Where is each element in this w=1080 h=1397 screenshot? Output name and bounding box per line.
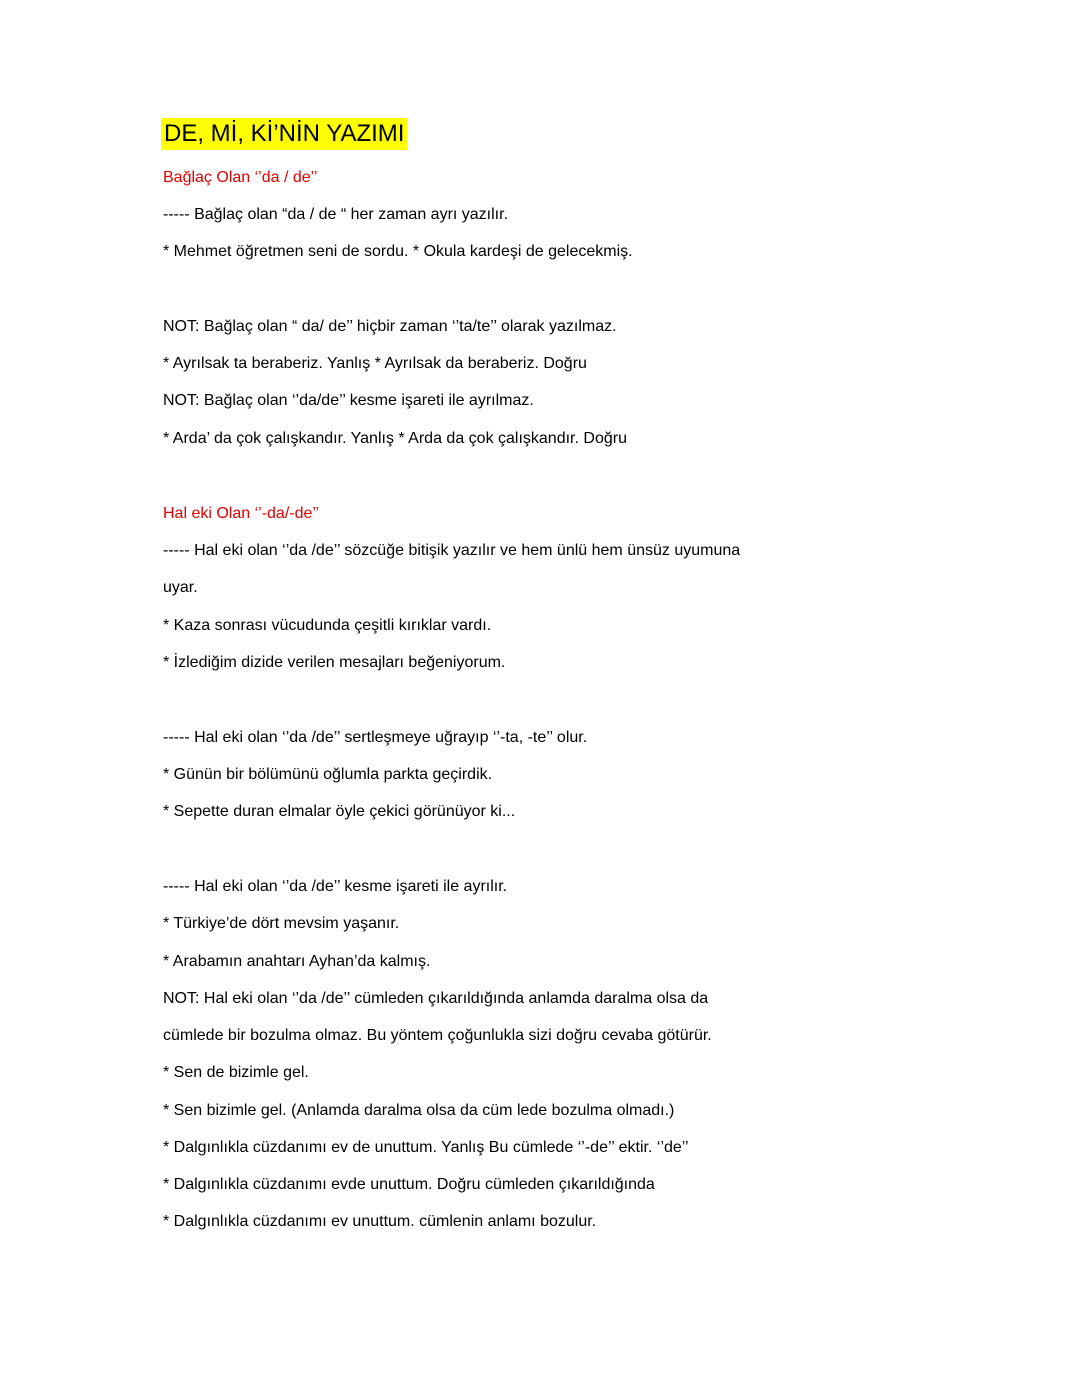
text-line: ----- Hal eki olan ‘’da /de’’ sözcüğe bitişik yazılır ve hem ünlü hem ünsüz uyumuna: [163, 542, 741, 559]
text-line: * Sepette duran elmalar öyle çekici görünüyor ki...: [163, 803, 516, 820]
text-line: * İzlediğim dizide verilen mesajları beğeniyorum.: [163, 654, 506, 671]
note-line: NOT: Bağlaç olan ‘’da/de’’ kesme işareti ile ayrılmaz.: [163, 392, 534, 409]
note-line: NOT: Bağlaç olan “ da/ de’’ hiçbir zaman ‘’ta/te’’ olarak yazılmaz.: [163, 318, 617, 335]
text-line: * Mehmet öğretmen seni de sordu. * Okula kardeşi de gelecekmiş.: [163, 243, 633, 260]
text-line: * Günün bir bölümünü oğlumla parkta geçirdik.: [163, 766, 493, 783]
text-line: * Sen de bizimle gel.: [163, 1064, 309, 1081]
text-line: * Dalgınlıkla cüzdanımı ev de unuttum. Yanlış Bu cümlede ‘’-de’’ ektir. ‘’de’’: [163, 1139, 689, 1156]
document-title: DE, Mİ, Kİ’NİN YAZIMI: [161, 118, 407, 150]
text-line: * Dalgınlıkla cüzdanımı evde unuttum. Doğru cümleden çıkarıldığında: [163, 1176, 655, 1193]
note-line: NOT: Hal eki olan ‘’da /de’’ cümleden çıkarıldığında anlamda daralma olsa da: [163, 990, 709, 1007]
text-line: * Dalgınlıkla cüzdanımı ev unuttum. cümlenin anlamı bozulur.: [163, 1213, 597, 1230]
text-line: * Kaza sonrası vücudunda çeşitli kırıklar vardı.: [163, 617, 492, 634]
text-line: ----- Bağlaç olan “da / de “ her zaman ayrı yazılır.: [163, 206, 509, 223]
text-line: * Arda’ da çok çalışkandır. Yanlış * Arda da çok çalışkandır. Doğru: [163, 430, 627, 447]
text-line: cümlede bir bozulma olmaz. Bu yöntem çoğunlukla sizi doğru cevaba götürür.: [163, 1027, 712, 1044]
text-line: * Arabamın anahtarı Ayhan’da kalmış.: [163, 953, 431, 970]
section-heading-baglac: Bağlaç Olan ‘’da / de’’: [163, 169, 318, 186]
section-heading-hal-eki: Hal eki Olan ‘’-da/-de’’: [163, 505, 320, 522]
text-line: ----- Hal eki olan ‘’da /de’’ sertleşmeye uğrayıp ‘’-ta, -te’’ olur.: [163, 729, 588, 746]
text-line: * Türkiye’de dört mevsim yaşanır.: [163, 915, 400, 932]
text-line: * Ayrılsak ta beraberiz. Yanlış * Ayrılsak da beraberiz. Doğru: [163, 355, 587, 372]
text-line: uyar.: [163, 579, 198, 596]
text-line: ----- Hal eki olan ‘’da /de’’ kesme işareti ile ayrılır.: [163, 878, 508, 895]
text-line: * Sen bizimle gel. (Anlamda daralma olsa da cüm lede bozulma olmadı.): [163, 1102, 675, 1119]
